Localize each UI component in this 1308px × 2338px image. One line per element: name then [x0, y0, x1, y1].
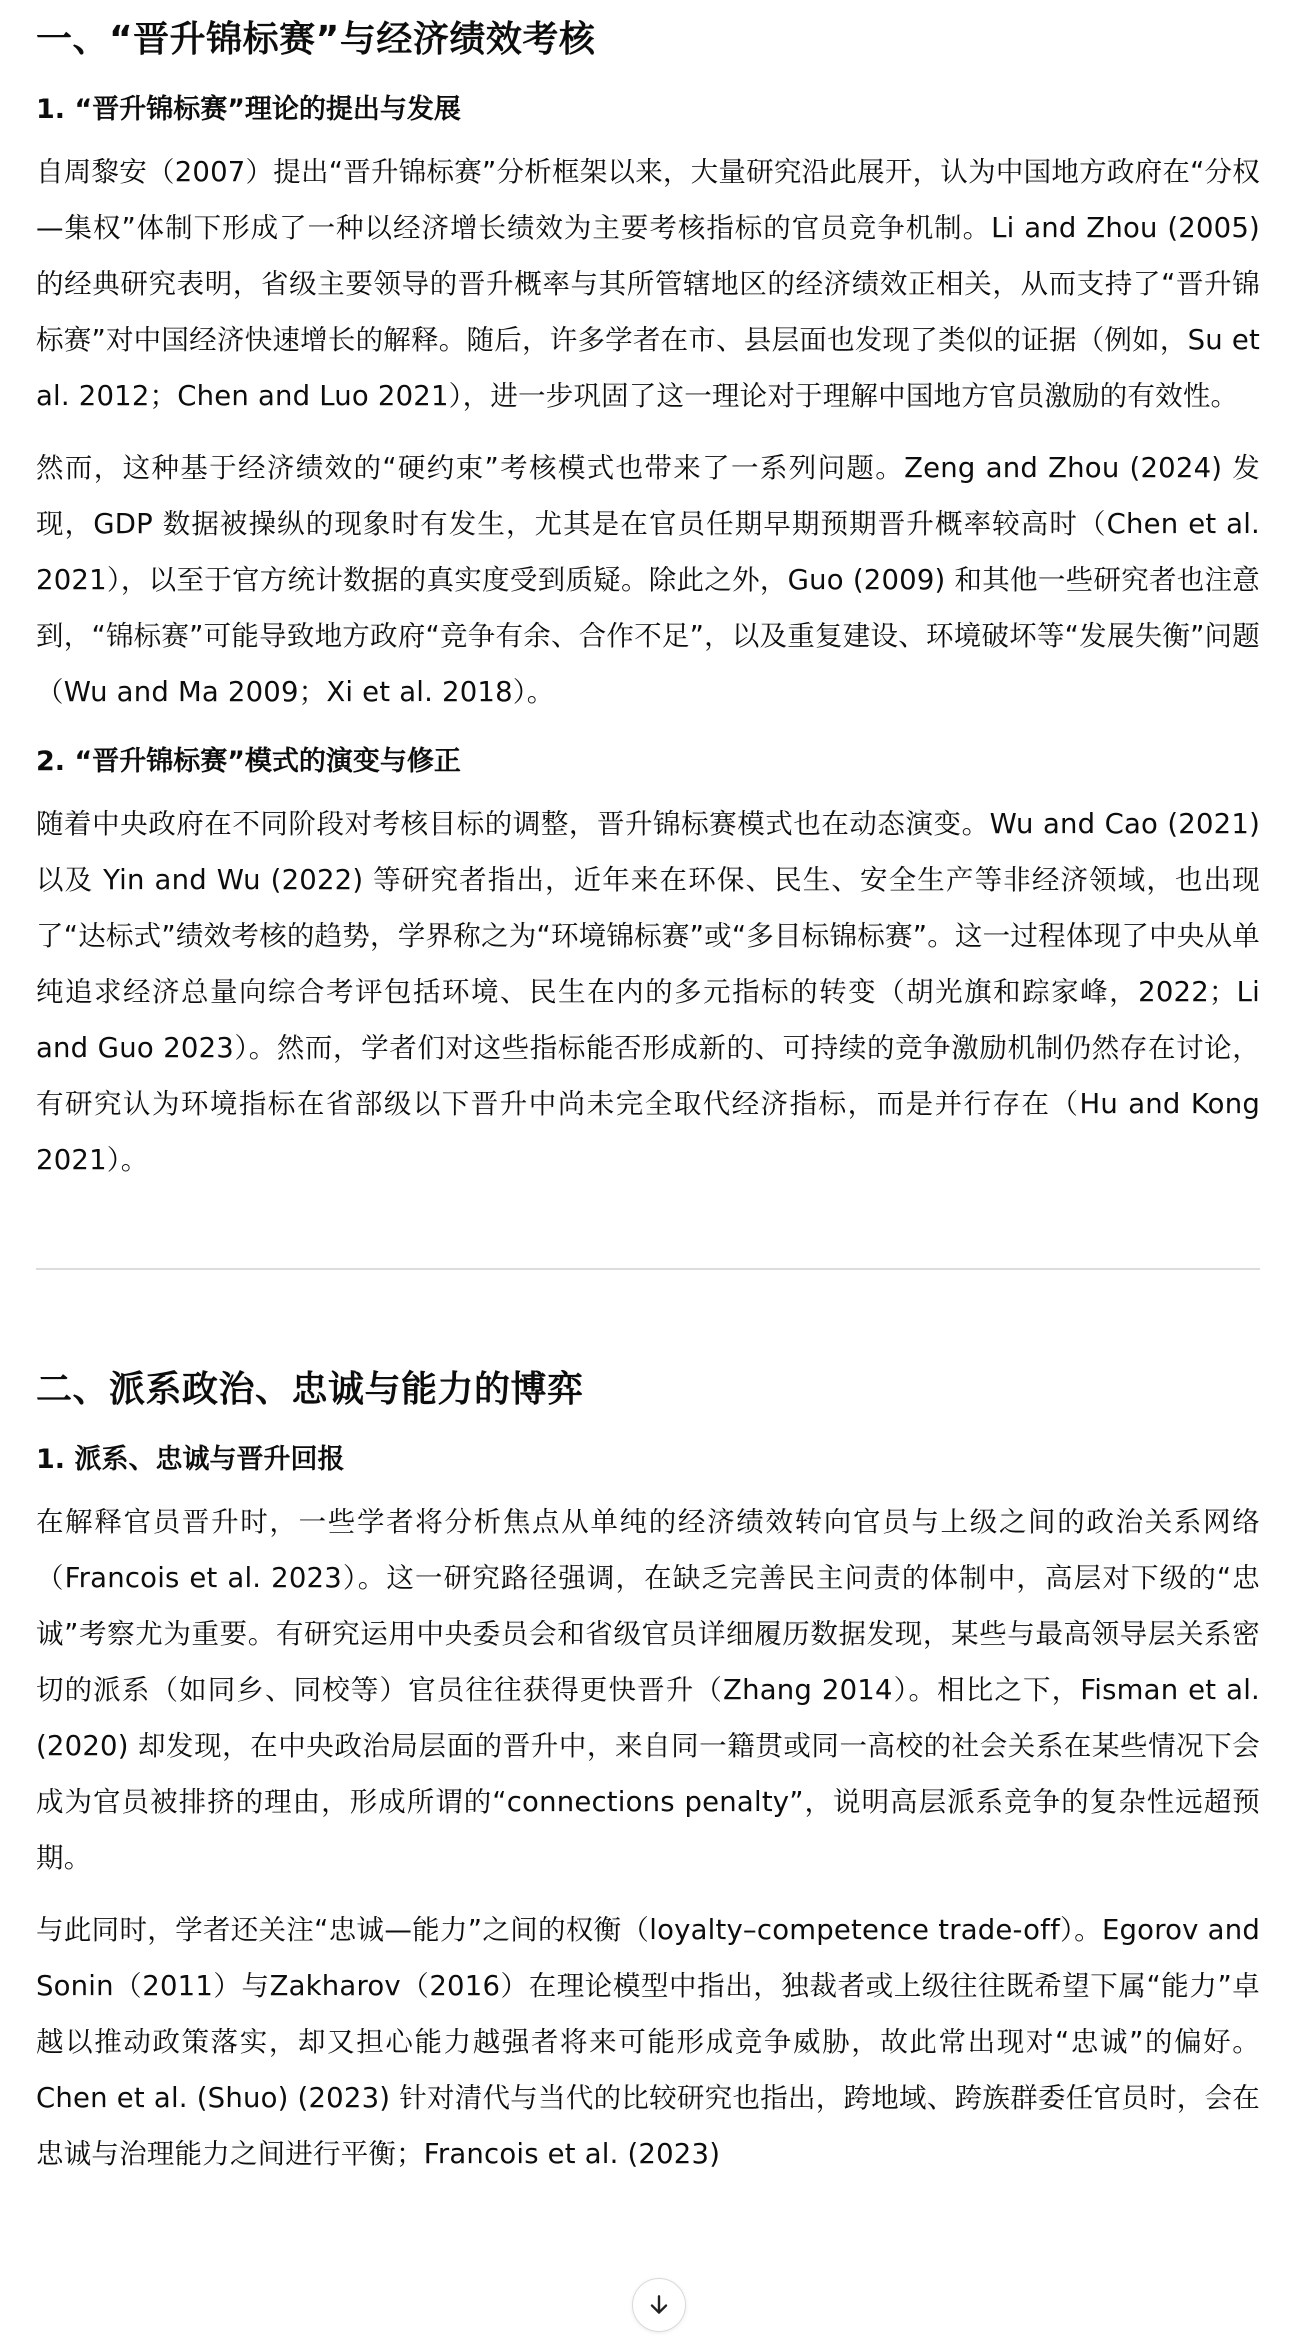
- section-1-subsection-2-title: 2. “晋升锦标赛”模式的演变与修正: [36, 746, 461, 777]
- scroll-to-bottom-button[interactable]: [632, 2278, 686, 2332]
- section-1-subsection-2-paragraph-1: 随着中央政府在不同阶段对考核目标的调整，晋升锦标赛模式也在动态演变。Wu and Cao (2021) 以及 Yin and Wu (2022) 等研究者指出，近年来在环保、民生、安全生产等非经济领域，也出现了“达标式”绩效考核的趋势，学界称之为“环境锦标赛”或“多目标锦标赛”。这一过程体现了中央从单纯追求经济总量向综合考评包括环境、民生在内的多元指标的转变（胡光旗和踪家峰，2022；Li and Guo 2023）。然而，学者们对这些指标能否形成新的、可持续的竞争激励机制仍然存在讨论，有研究认为环境指标在省部级以下晋升中尚未完全取代经济指标，而是并行存在（Hu and Kong 2021）。: [36, 808, 1260, 1176]
- section-1-subsection-1-paragraph-1: 自周黎安（2007）提出“晋升锦标赛”分析框架以来，大量研究沿此展开，认为中国地方政府在“分权—集权”体制下形成了一种以经济增长绩效为主要考核指标的官员竞争机制。Li and Zhou (2005) 的经典研究表明，省级主要领导的晋升概率与其所管辖地区的经济绩效正相关，从而支持了“晋升锦标赛”对中国经济快速增长的解释。随后，许多学者在市、县层面也发现了类似的证据（例如，Su et al. 2012；Chen and Luo 2021），进一步巩固了这一理论对于理解中国地方官员激励的有效性。: [36, 156, 1260, 412]
- section-2-subsection-1-title: 1. 派系、忠诚与晋升回报: [36, 1444, 345, 1475]
- document-body: [36, 0, 1260, 2182]
- section-1-subsection-1-title: 1. “晋升锦标赛”理论的提出与发展: [36, 94, 461, 125]
- section-2-subsection-1-paragraph-2: 与此同时，学者还关注“忠诚—能力”之间的权衡（loyalty–competence trade-off）。Egorov and Sonin（2011）与Zakharov（2016）在理论模型中指出，独裁者或上级往往既希望下属“能力”卓越以推动政策落实，却又担心能力越强者将来可能形成竞争威胁，故此常出现对“忠诚”的偏好。Chen et al. (Shuo) (2023) 针对清代与当代的比较研究也指出，跨地域、跨族群委任官员时，会在忠诚与治理能力之间进行平衡；Francois et al. (2023): [36, 1914, 1260, 2170]
- section-2-subsection-1-paragraph-1: 在解释官员晋升时，一些学者将分析焦点从单纯的经济绩效转向官员与上级之间的政治关系网络（Francois et al. 2023）。这一研究路径强调，在缺乏完善民主问责的体制中，高层对下级的“忠诚”考察尤为重要。有研究运用中央委员会和省级官员详细履历数据发现，某些与最高领导层关系密切的派系（如同乡、同校等）官员往往获得更快晋升（Zhang 2014）。相比之下，Fisman et al. (2020) 却发现，在中央政治局层面的晋升中，来自同一籍贯或同一高校的社会关系在某些情况下会成为官员被排挤的理由，形成所谓的“connections penalty”，说明高层派系竞争的复杂性远超预期。: [36, 1506, 1260, 1874]
- section-2-title: 二、派系政治、忠诚与能力的博弈: [36, 1369, 584, 1410]
- section-1-subsection-1-paragraph-2: 然而，这种基于经济绩效的“硬约束”考核模式也带来了一系列问题。Zeng and Zhou (2024) 发现，GDP 数据被操纵的现象时有发生，尤其是在官员任期早期预期晋升概率较高时（Chen et al. 2021），以至于官方统计数据的真实度受到质疑。除此之外，Guo (2009) 和其他一些研究者也注意到，“锦标赛”可能导致地方政府“竞争有余、合作不足”，以及重复建设、环境破坏等“发展失衡”问题（Wu and Ma 2009；Xi et al. 2018）。: [36, 452, 1260, 708]
- section-1-title: 一、“晋升锦标赛”与经济绩效考核: [36, 19, 596, 60]
- arrow-down-icon: [646, 2292, 672, 2318]
